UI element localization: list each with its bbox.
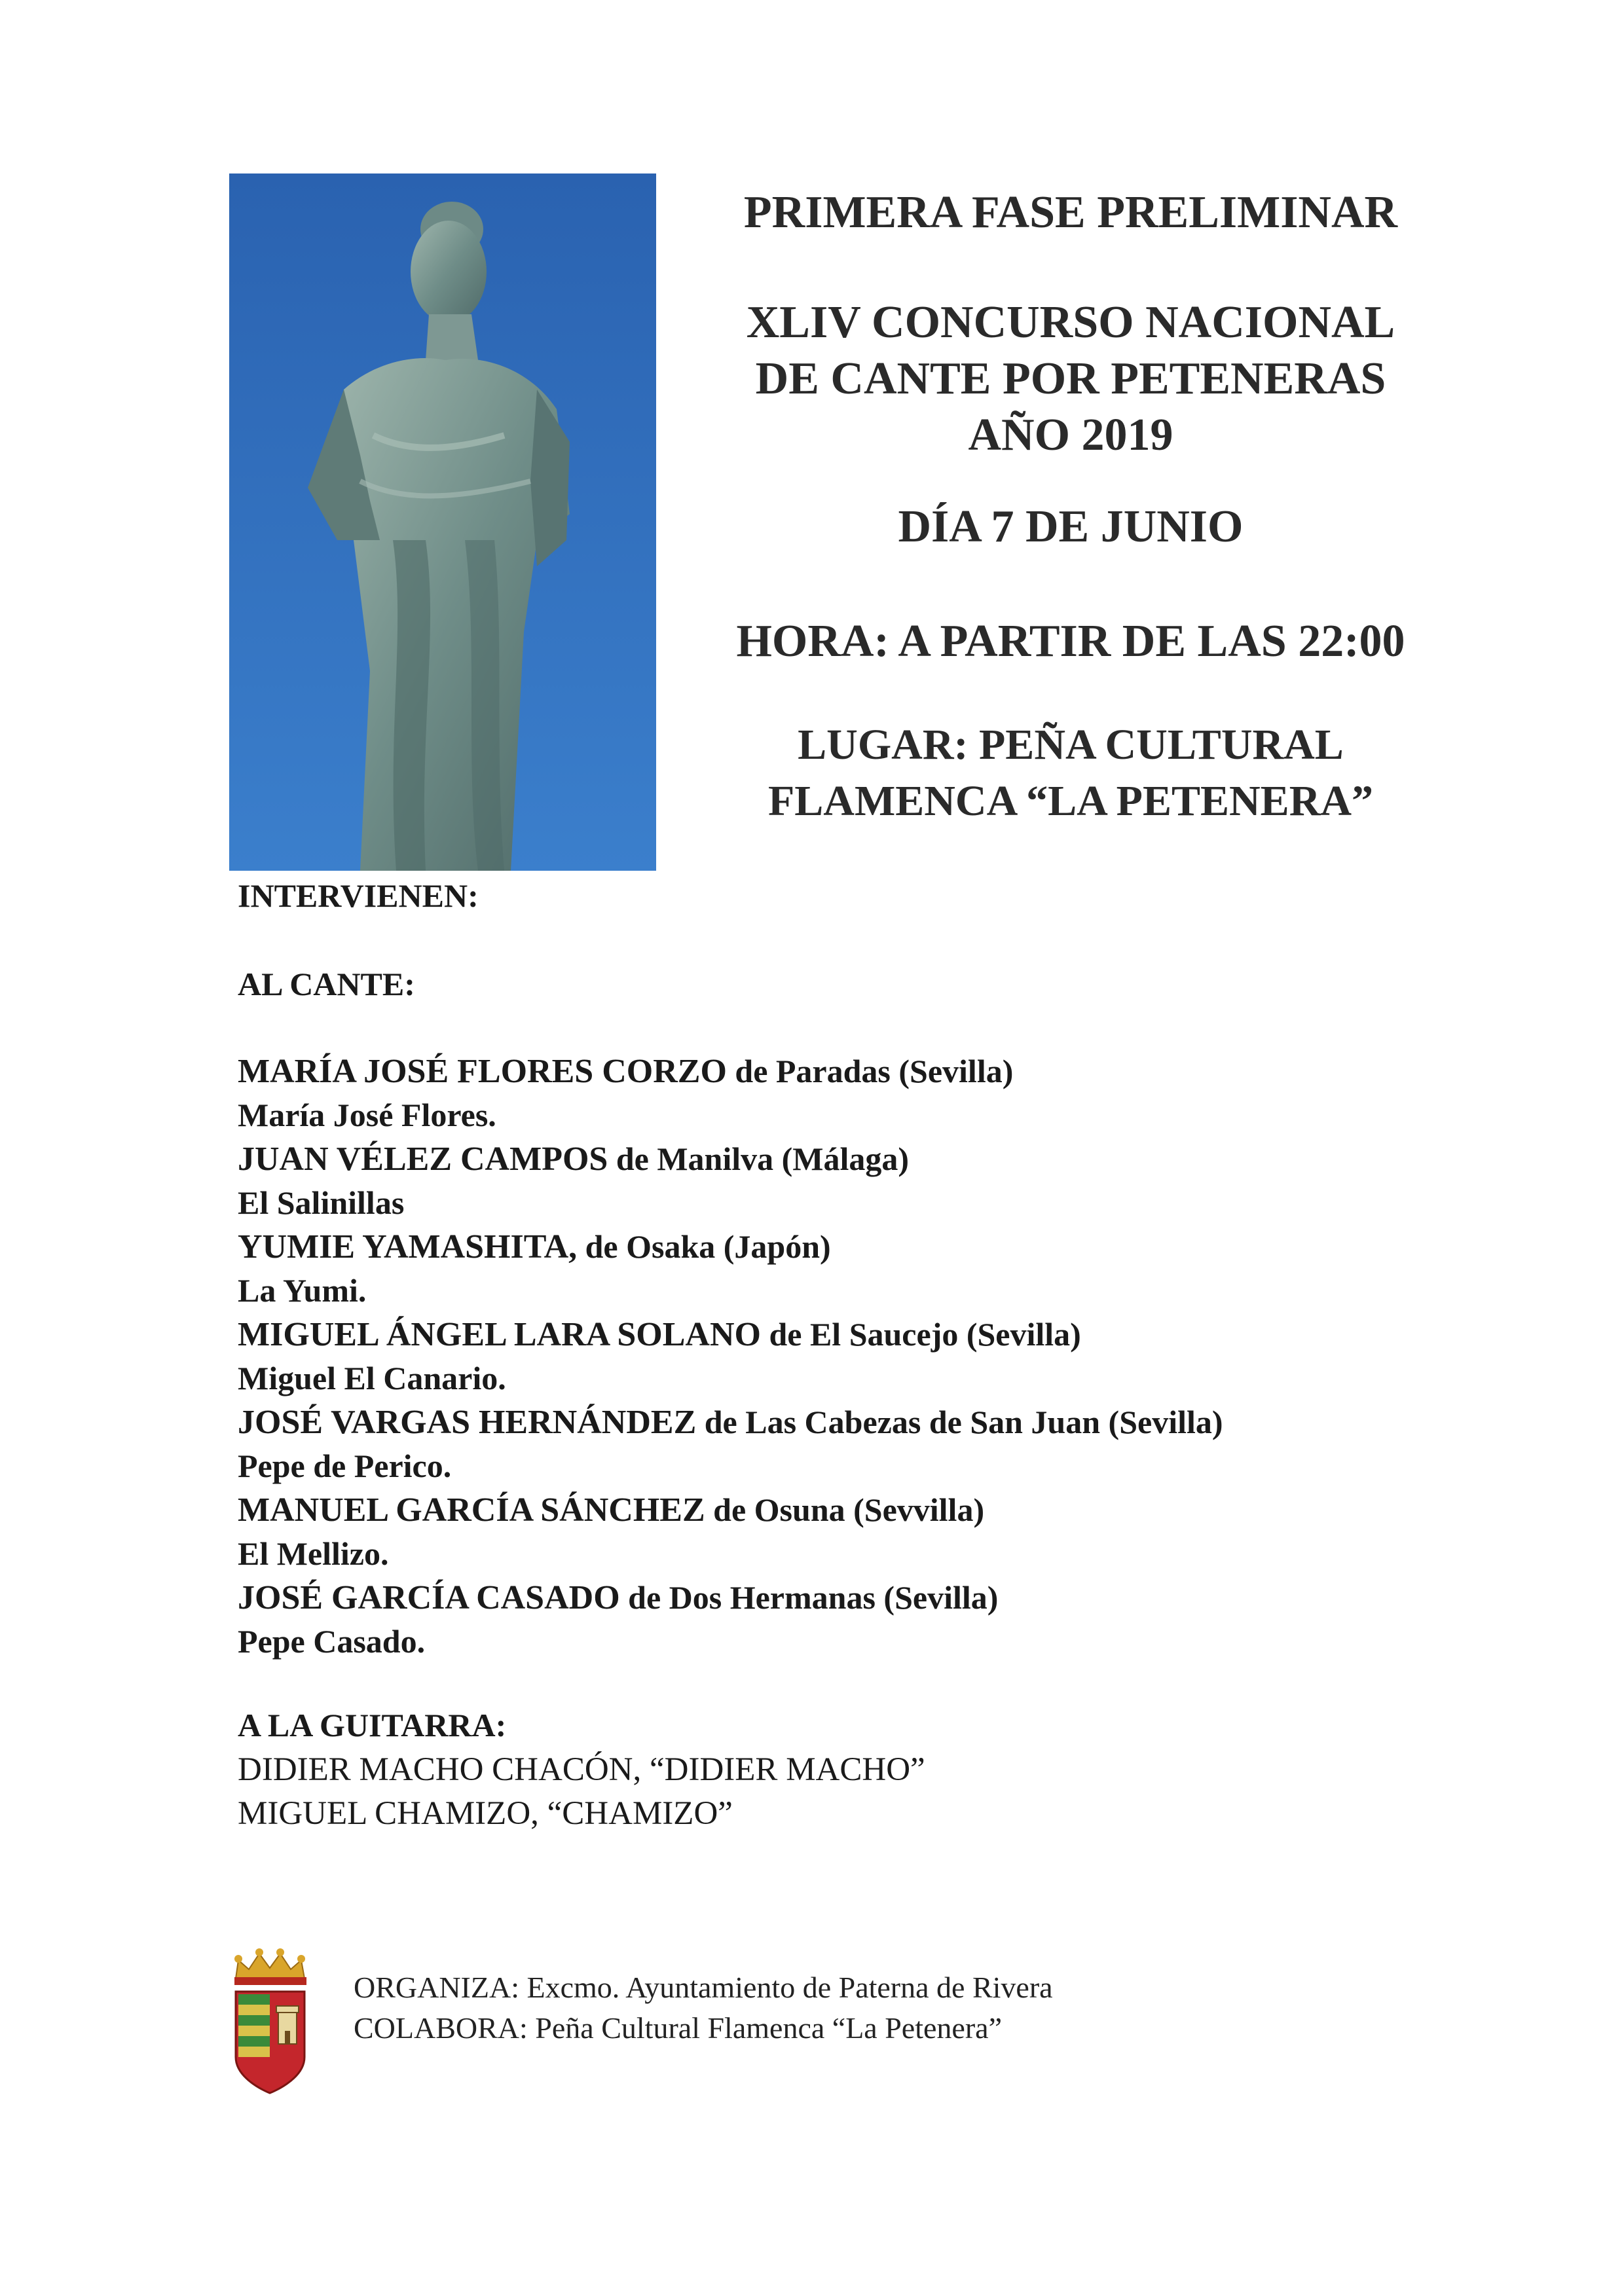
credits bbox=[354, 1967, 1053, 2049]
credit-organiza: ORGANIZA: Excmo. Ayuntamiento de Paterna de Rivera bbox=[354, 1971, 1053, 2004]
participant-origin: de Paradas (Sevilla) bbox=[726, 1053, 1014, 1089]
participant-name: JUAN VÉLEZ CAMPOS bbox=[238, 1140, 608, 1178]
guitarist-name: MIGUEL CHAMIZO, “CHAMIZO” bbox=[238, 1795, 733, 1832]
contest-title-line: AÑO 2019 bbox=[968, 410, 1173, 460]
participant-name: MIGUEL ÁNGEL LARA SOLANO bbox=[238, 1316, 761, 1353]
guitarists-list bbox=[238, 1748, 925, 1836]
phase-title: PRIMERA FASE PRELIMINAR bbox=[743, 187, 1398, 238]
participant-origin: de Las Cabezas de San Juan (Sevilla) bbox=[696, 1404, 1223, 1440]
coat-of-arms-icon bbox=[229, 1946, 311, 2096]
contest-title bbox=[668, 295, 1473, 464]
participant-alias: La Yumi. bbox=[238, 1272, 367, 1309]
event-place bbox=[668, 717, 1473, 829]
event-time: HORA: A PARTIR DE LAS 22:00 bbox=[736, 616, 1405, 666]
participant-origin: de Osuna (Sevvilla) bbox=[705, 1491, 985, 1528]
participants-list bbox=[238, 1049, 1223, 1664]
participant-origin: de Osaka (Japón) bbox=[577, 1228, 831, 1265]
participant-name: JOSÉ GARCÍA CASADO bbox=[238, 1579, 620, 1616]
participant-row bbox=[238, 1225, 1223, 1269]
al-cante-heading: AL CANTE: bbox=[238, 966, 415, 1002]
participant-alias: El Mellizo. bbox=[238, 1535, 389, 1572]
participant-name: YUMIE YAMASHITA, bbox=[238, 1228, 578, 1266]
participant-alias: María José Flores. bbox=[238, 1097, 496, 1133]
participant-origin: de Manilva (Málaga) bbox=[608, 1140, 909, 1177]
participant-row bbox=[238, 1400, 1223, 1444]
event-place-line: LUGAR: PEÑA CULTURAL bbox=[798, 721, 1344, 769]
participant-alias: El Salinillas bbox=[238, 1184, 405, 1221]
participant-alias: Pepe Casado. bbox=[238, 1623, 426, 1660]
participant-alias: Pepe de Perico. bbox=[238, 1448, 452, 1484]
contest-title-line: XLIV CONCURSO NACIONAL bbox=[746, 297, 1395, 348]
guitarist-name: DIDIER MACHO CHACÓN, “DIDIER MACHO” bbox=[238, 1751, 925, 1788]
event-date: DÍA 7 DE JUNIO bbox=[898, 501, 1244, 552]
guitarra-heading: A LA GUITARRA: bbox=[238, 1707, 507, 1743]
participant-row bbox=[238, 1313, 1223, 1357]
event-place-line: FLAMENCA “LA PETENERA” bbox=[767, 777, 1374, 825]
participant-name: MARÍA JOSÉ FLORES CORZO bbox=[238, 1053, 727, 1090]
participant-row bbox=[238, 1137, 1223, 1181]
participant-origin: de El Saucejo (Sevilla) bbox=[760, 1316, 1081, 1353]
statue-photo bbox=[229, 173, 656, 871]
intervienen-heading: INTERVIENEN: bbox=[238, 877, 479, 914]
credit-colabora: COLABORA: Peña Cultural Flamenca “La Petenera” bbox=[354, 2011, 1002, 2045]
participant-row bbox=[238, 1049, 1223, 1093]
participant-row bbox=[238, 1488, 1223, 1532]
contest-title-line: DE CANTE POR PETENERAS bbox=[755, 354, 1386, 404]
participant-alias: Miguel El Canario. bbox=[238, 1360, 506, 1396]
participant-row bbox=[238, 1576, 1223, 1620]
participant-name: MANUEL GARCÍA SÁNCHEZ bbox=[238, 1491, 705, 1529]
participant-origin: de Dos Hermanas (Sevilla) bbox=[619, 1579, 999, 1616]
participant-name: JOSÉ VARGAS HERNÁNDEZ bbox=[238, 1404, 697, 1441]
